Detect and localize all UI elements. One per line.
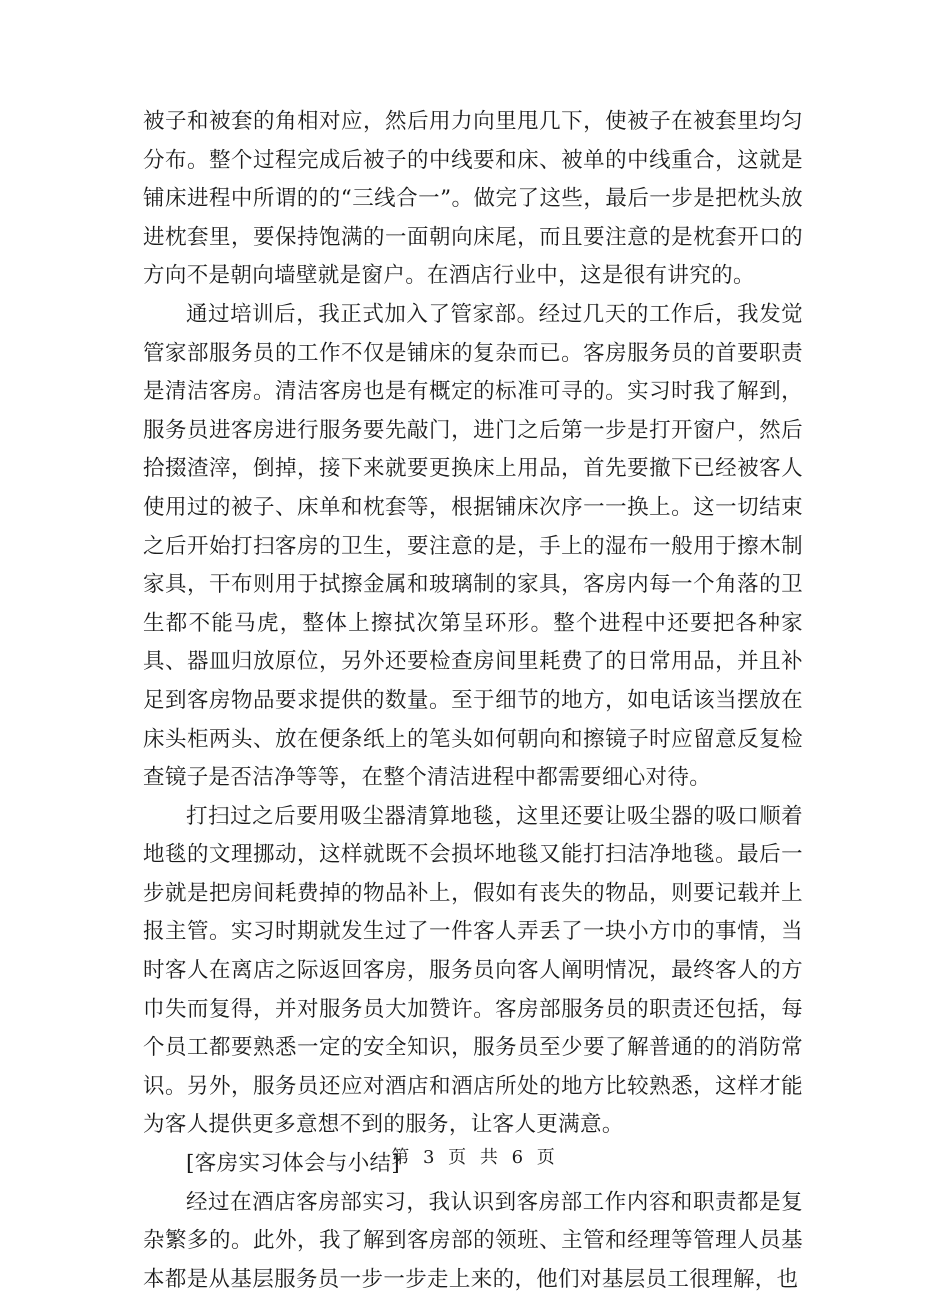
document-body (143, 103, 803, 1299)
paragraph-2: 通过培训后，我正式加入了管家部。经过几天的工作后，我发觉管家部服务员的工作不仅是铺床的复杂而已。客房服务员的首要职责是清洁客房。清洁客房也是有概定的标准可寻的。实习时我了解到，服务员进客房进行服务要先敲门，进门之后第一步是打开窗户，然后拾掇渣滓，倒掉，接下来就要更换床上用品，首先要撤下已经被客人使用过的被子、床单和枕套等，根据铺床次序一一换上。这一切结束之后开始打扫客房的卫生，要注意的是，手上的湿布一般用于擦木制家具，干布则用于拭擦金属和玻璃制的家具，客房内每一个角落的卫生都不能马虎，整体上擦拭次第呈环形。整个进程中还要把各种家具、器皿归放原位，另外还要检查房间里耗费了的日常用品，并且补足到客房物品要求提供的数量。至于细节的地方，如电话该当摆放在床头柜两头、放在便条纸上的笔头如何朝向和擦镜子时应留意反复检查镜子是否洁净等等，在整个清洁进程中都需要细心对待。 (143, 301, 803, 791)
paragraph-4: 经过在酒店客房部实习，我认识到客房部工作内容和职责都是复杂繁多的。此外，我了解到客房部的领班、主管和经理等管理人员基本都是从基层服务员一步一步走上来的，他们对基层员工很理解，也 (143, 1189, 803, 1292)
paragraph-3: 打扫过之后要用吸尘器清算地毯，这里还要让吸尘器的吸口顺着地毯的文理挪动，这样就既不会损坏地毯又能打扫洁净地毯。最后一步就是把房间耗费掉的物品补上，假如有丧失的物品，则要记载并上报主管。实习时期就发生过了一件客人弄丢了一块小方巾的事情，当时客人在离店之际返回客房，服务员向客人阐明情况，最终客人的方巾失而复得，并对服务员大加赞许。客房部服务员的职责还包括，每个员工都要熟悉一定的安全知识，服务员至少要了解普通的的消防常识。另外，服务员还应对酒店和酒店所处的地方比较熟悉，这样才能为客人提供更多意想不到的服务，让客人更满意。 (143, 803, 803, 1138)
section-heading: [客房实习体会与小结] (186, 1151, 401, 1177)
page-footer: 第 3 页 共 6 页 (391, 1147, 559, 1168)
paragraph-1: 被子和被套的角相对应，然后用力向里甩几下，使被子在被套里均匀分布。整个过程完成后被子的中线要和床、被单的中线重合，这就是铺床进程中所谓的的“三线合一”。做完了这些，最后一步是把枕头放进枕套里，要保持饱满的一面朝向床尾，而且要注意的是枕套开口的方向不是朝向墙壁就是窗户。在酒店行业中，这是很有讲究的。 (143, 109, 803, 289)
